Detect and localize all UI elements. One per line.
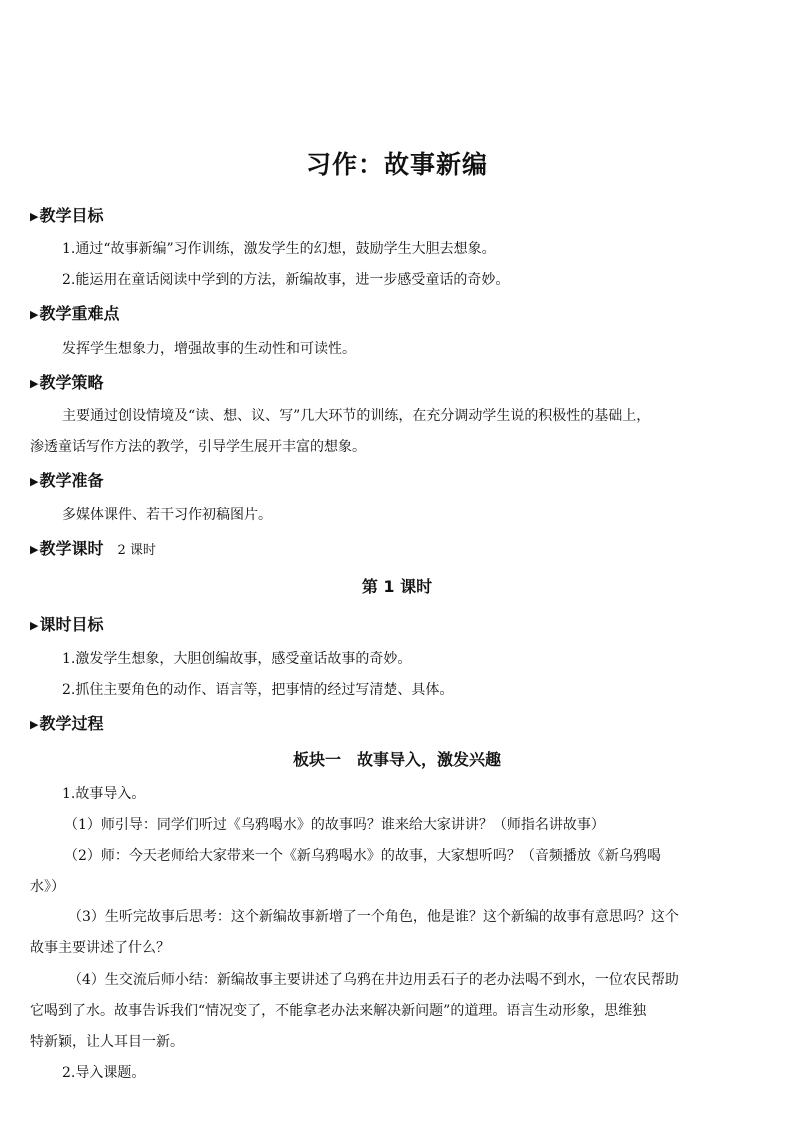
heading-key-points: ▶教学重难点 <box>30 304 120 323</box>
page-title: 习作：故事新编 <box>305 150 488 179</box>
heading-class-hours: ▶教学课时 2 课时 <box>30 539 156 558</box>
paragraph-2-line-1: （2）师：今天老师给大家带来一个《新乌鸦喝水》的故事，大家想听吗？（音频播放《新乌鸦喝 <box>64 848 661 864</box>
paragraph-3-line-1: （3）生听完故事后思考：这个新编故事新增了一个角色，他是谁？这个新编的故事有意思吗？这个 <box>68 909 679 925</box>
paragraph-4-line-2: 它喝到了水。故事告诉我们“情况变了，不能拿老办法来解决新问题”的道理。语言生动形象，思维独 <box>30 1003 647 1019</box>
triangle-bullet-icon: ▶ <box>30 210 39 223</box>
paragraph-1: （1）师引导：同学们听过《乌鸦喝水》的故事吗？谁来给大家讲讲？（师指名讲故事） <box>64 817 605 833</box>
block-1-title: 板块一 故事导入，激发兴趣 <box>292 750 501 769</box>
step-1-label: 1.故事导入。 <box>62 786 146 802</box>
triangle-bullet-icon: ▶ <box>30 619 39 632</box>
class-hours-value: 2 课时 <box>117 543 156 558</box>
preparation-text: 多媒体课件、若干习作初稿图片。 <box>62 507 272 523</box>
lesson-goal-item-1: 1.激发学生想象，大胆创编故事，感受童话故事的奇妙。 <box>62 651 412 667</box>
strategy-text-line-1: 主要通过创设情境及“读、想、议、写”几大环节的训练，在充分调动学生说的积极性的基础上， <box>62 408 651 424</box>
paragraph-4-line-3: 特新颖，让人耳目一新。 <box>30 1034 184 1050</box>
paragraph-3-line-2: 故事主要讲述了什么？ <box>30 940 170 956</box>
goal-item-2: 2.能运用在童话阅读中学到的方法，新编故事，进一步感受童话的奇妙。 <box>62 272 510 288</box>
strategy-text-line-2: 渗透童话写作方法的教学，引导学生展开丰富的想象。 <box>30 439 366 455</box>
triangle-bullet-icon: ▶ <box>30 308 39 321</box>
lesson-goal-item-2: 2.抓住主要角色的动作、语言等，把事情的经过写清楚、具体。 <box>62 682 454 698</box>
heading-teaching-goals: ▶教学目标 <box>30 206 104 225</box>
heading-teaching-process: ▶教学过程 <box>30 714 104 733</box>
key-points-text: 发挥学生想象力，增强故事的生动性和可读性。 <box>62 341 356 357</box>
triangle-bullet-icon: ▶ <box>30 377 39 390</box>
paragraph-4-line-1: （4）生交流后师小结：新编故事主要讲述了乌鸦在井边用丢石子的老办法喝不到水，一位农民帮助 <box>68 972 679 988</box>
heading-preparation: ▶教学准备 <box>30 471 104 490</box>
triangle-bullet-icon: ▶ <box>30 475 39 488</box>
triangle-bullet-icon: ▶ <box>30 718 39 731</box>
heading-lesson-goals: ▶课时目标 <box>30 615 104 634</box>
goal-item-1: 1.通过“故事新编”习作训练，激发学生的幻想，鼓励学生大胆去想象。 <box>62 241 496 257</box>
heading-strategy: ▶教学策略 <box>30 373 104 392</box>
step-2-label: 2.导入课题。 <box>62 1065 146 1081</box>
triangle-bullet-icon: ▶ <box>30 543 39 556</box>
lesson-1-title: 第 1 课时 <box>361 577 433 596</box>
paragraph-2-line-2: 水》） <box>30 879 65 895</box>
